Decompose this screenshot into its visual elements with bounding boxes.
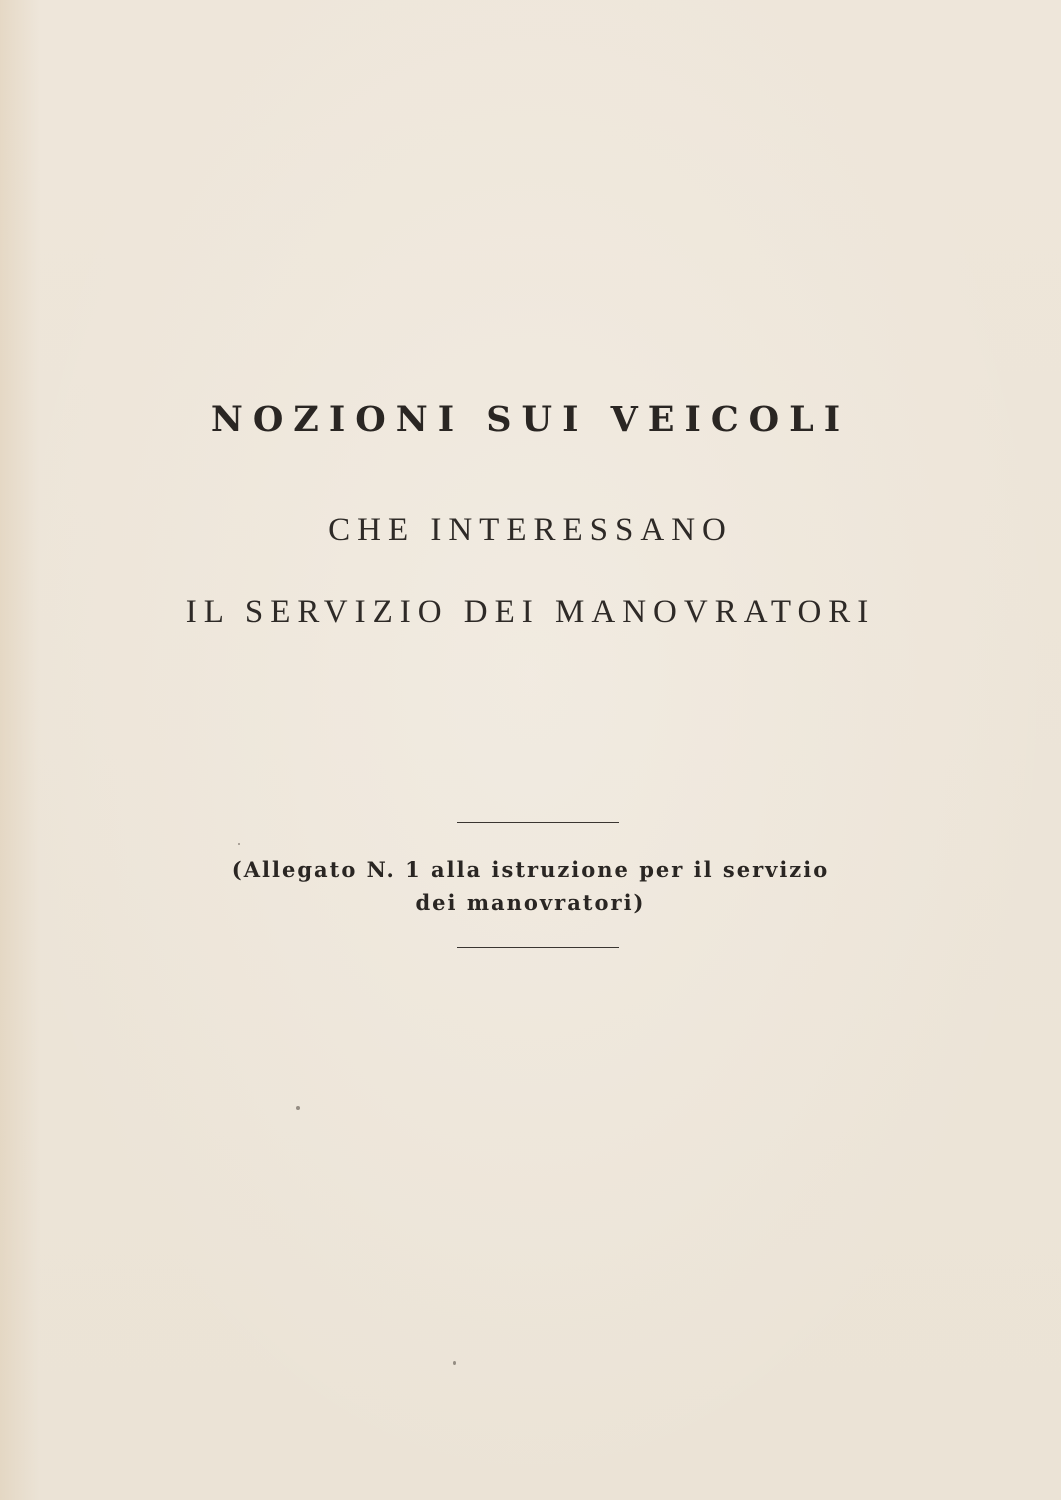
annex-note-line-2: dei manovratori)	[415, 890, 646, 915]
annex-note-line-1: (Allegato N. 1 alla istruzione per il servizio	[231, 857, 830, 882]
document-subtitle-line-1: CHE INTERESSANO	[328, 512, 733, 548]
paper-speck	[296, 1106, 300, 1110]
document-subtitle-line-2: IL SERVIZIO DEI MANOVRATORI	[185, 594, 876, 630]
document-title: NOZIONI SUI VEICOLI	[210, 399, 851, 440]
divider-rule-bottom	[457, 947, 619, 948]
divider-rule-top	[457, 822, 619, 823]
paper-speck	[238, 843, 240, 845]
paper-speck	[453, 1361, 456, 1365]
